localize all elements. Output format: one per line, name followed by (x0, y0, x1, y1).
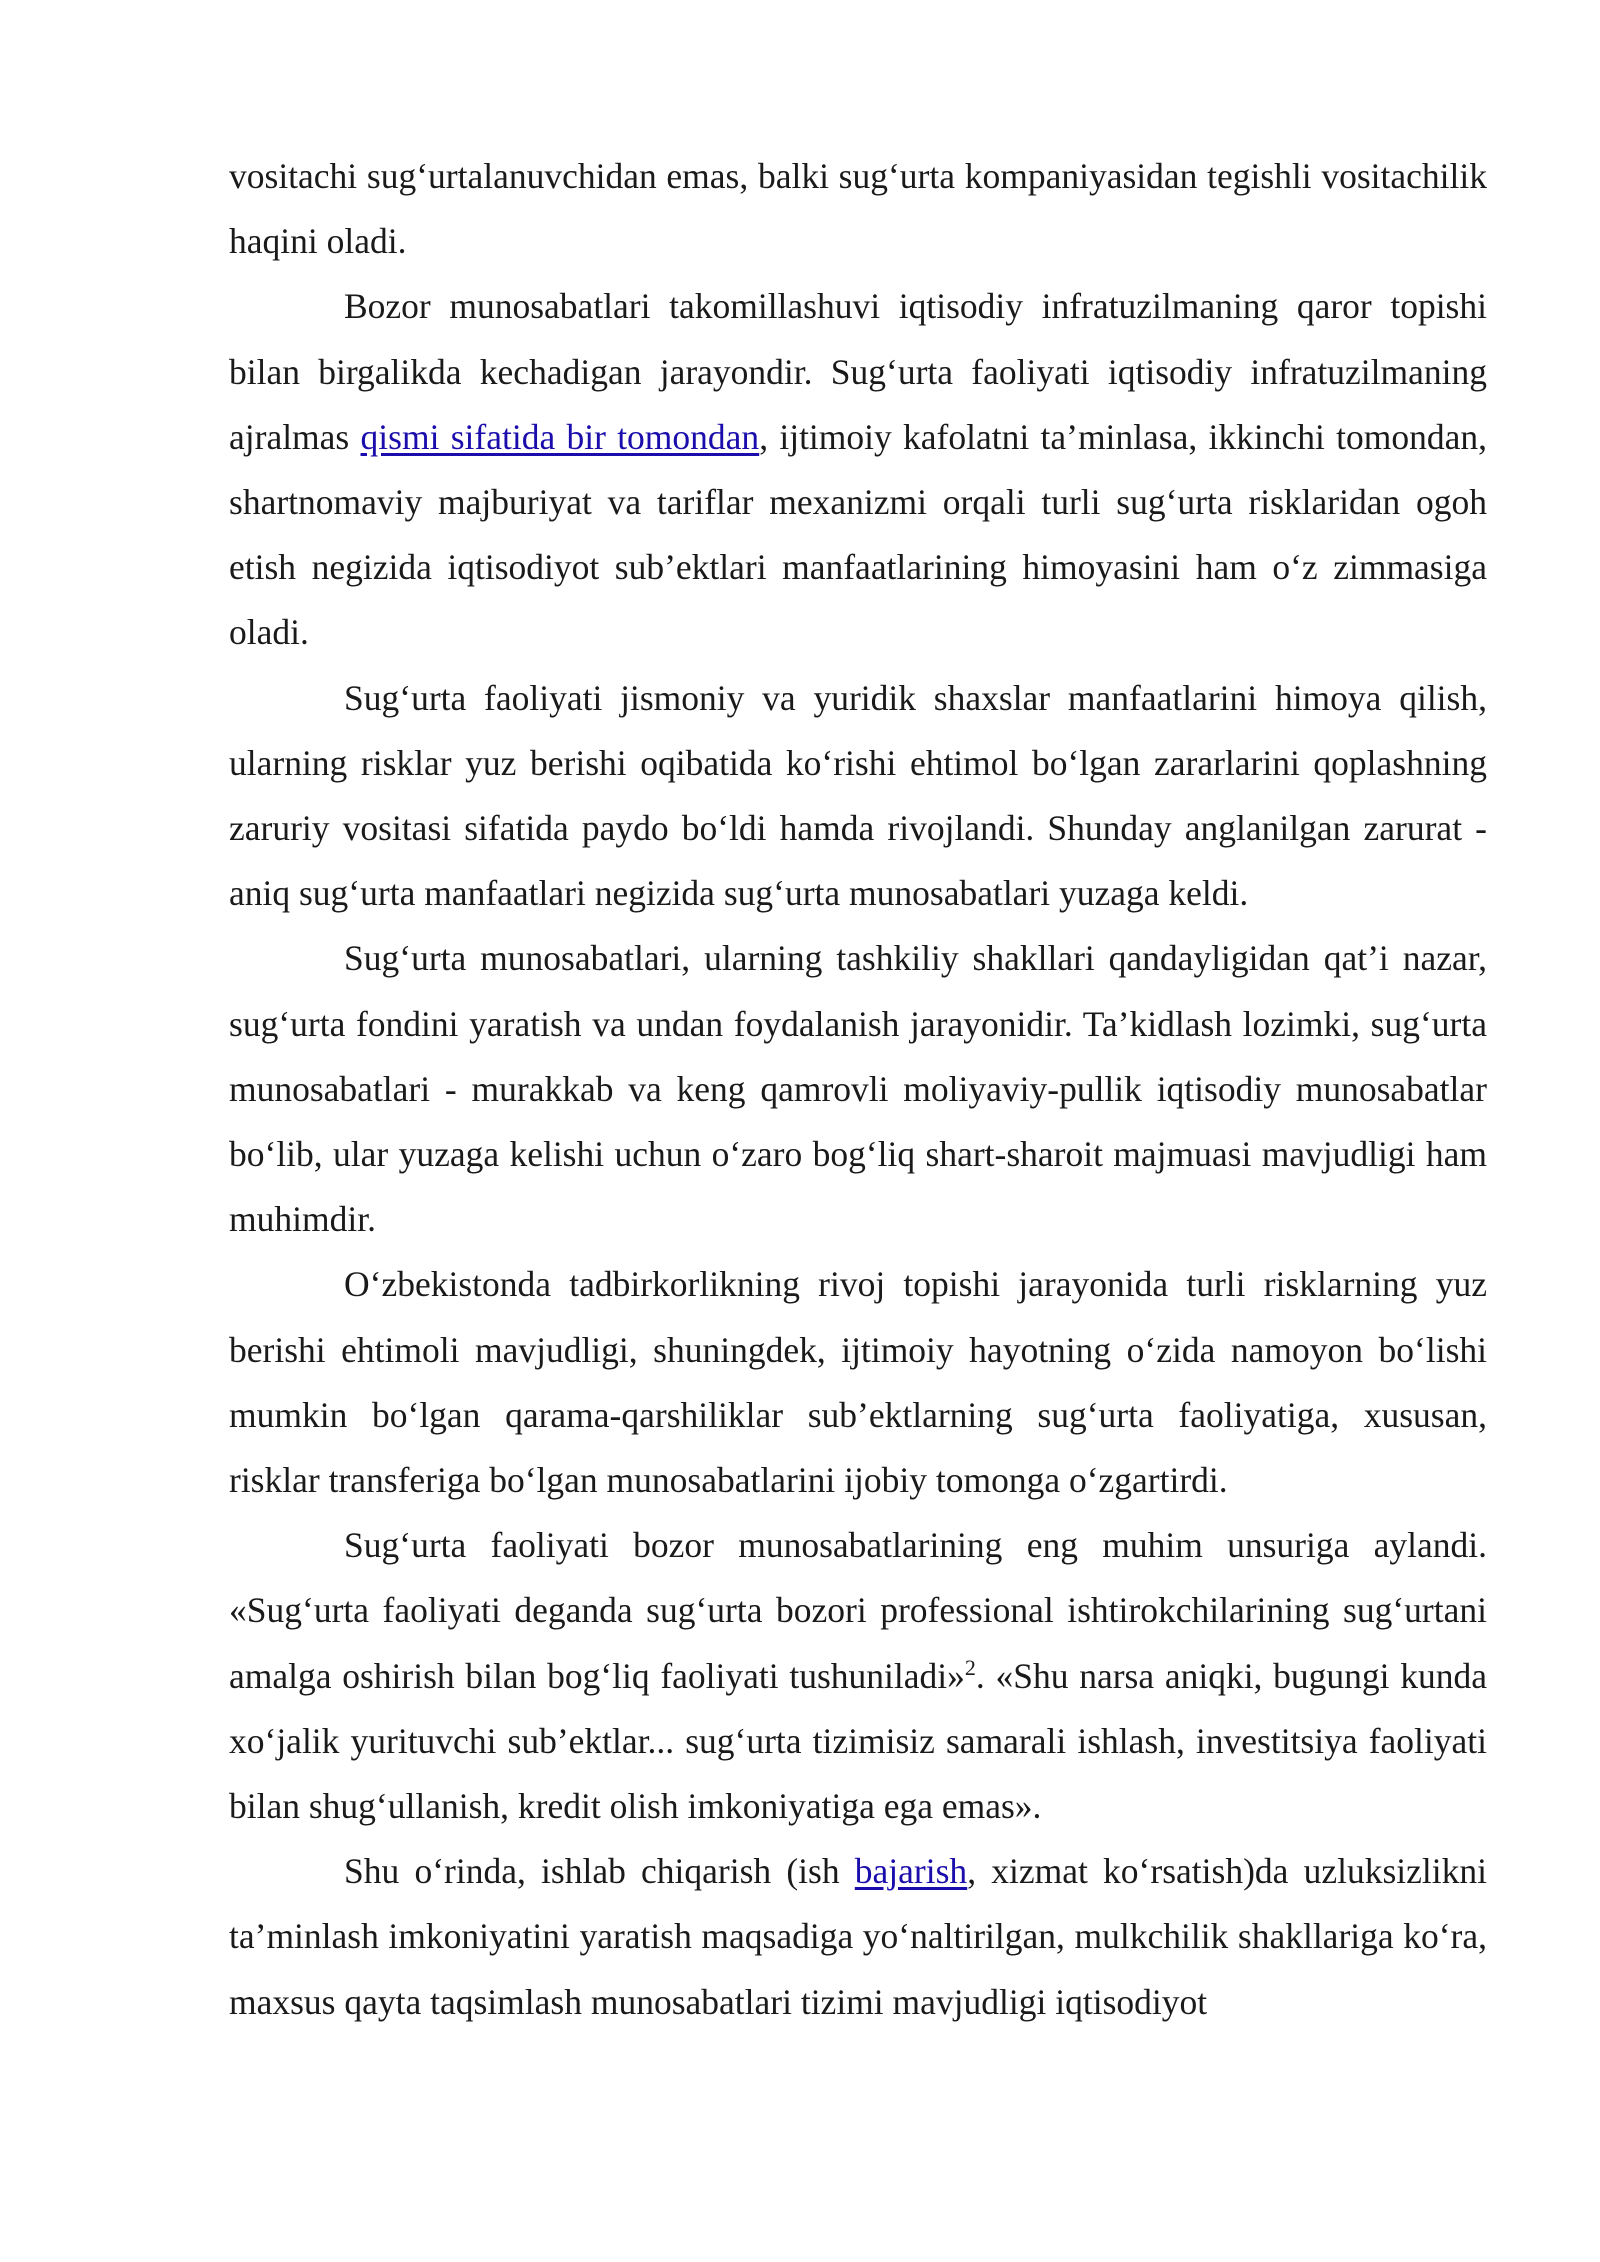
paragraph-4 (229, 926, 1487, 1252)
paragraph-text: Bozor munosabatlari takomillashuvi iqtisodiy infratuzilmaning qaror topishi bilan birgalikda kechadigan jarayondir. Sug‘urta faoliyati iqtisodiy infratuzilmaning ajralmas (229, 286, 1487, 457)
paragraph-7 (229, 1839, 1487, 2035)
paragraph-text: Sug‘urta faoliyati bozor munosabatlarining eng muhim unsuriga aylandi. «Sug‘urta faoliyati deganda sug‘urta bozori professional ishtirokchilarining sug‘urtani amalga oshirish bilan bog‘liq faoliyati tushuniladi» (229, 1525, 1487, 1696)
document-page (229, 144, 1487, 2035)
footnote-ref[interactable]: 2 (964, 1654, 976, 1680)
paragraph-1 (229, 144, 1487, 274)
paragraph-text: vositachi sug‘urtalanuvchidan emas, balki sug‘urta kompaniyasidan tegishli vositachilik haqini oladi. (229, 156, 1487, 262)
paragraph-5 (229, 1252, 1487, 1513)
paragraph-text: , ijtimoiy kafolatni ta’minlasa, ikkinchi tomondan, shartnomaviy majburiyat va tariflar mexanizmi orqali turli sug‘urta risklaridan ogoh etish negizida iqtisodiyot sub’ektlari manfaatlarining himoyasini ham o‘z zimmasiga oladi. (229, 416, 1487, 653)
paragraph-text: Sug‘urta munosabatlari, ularning tashkiliy shakllari qandayligidan qat’i nazar, sug‘urta fondini yaratish va undan foydalanish jarayonidir. Ta’kidlash lozimki, sug‘urta munosabatlari - murakkab va keng qamrovli moliyaviy-pullik iqtisodiy munosabatlar bo‘lib, ular yuzaga kelishi uchun o‘zaro bog‘liq shart-sharoit majmuasi mavjudligi ham muhimdir. (229, 938, 1487, 1240)
paragraph-text: O‘zbekistonda tadbirkorlikning rivoj topishi jarayonida turli risklarning yuz berishi ehtimoli mavjudligi, shuningdek, ijtimoiy hayotning o‘zida namoyon bo‘lishi mumkin bo‘lgan qarama-qarshiliklar sub’ektlarning sug‘urta faoliyatiga, xususan, risklar transferiga bo‘lgan munosabatlarini ijobiy tomonga o‘zgartirdi. (229, 1264, 1487, 1501)
paragraph-3 (229, 666, 1487, 927)
link-bajarish[interactable]: bajarish (854, 1851, 968, 1892)
paragraph-text: Sug‘urta faoliyati jismoniy va yuridik shaxslar manfaatlarini himoya qilish, ularning risklar yuz berishi oqibatida ko‘rishi ehtimol bo‘lgan zararlarini qoplashning zaruriy vositasi sifatida paydo bo‘ldi hamda rivojlandi. Shunday anglanilgan zarurat - aniq sug‘urta manfaatlari negizida sug‘urta munosabatlari yuzaga keldi. (229, 677, 1487, 914)
paragraph-text: , xizmat ko‘rsatish)da uzluksizlikni ta’minlash imkoniyatini yaratish maqsadiga yo‘naltirilgan, mulkchilik shakllariga ko‘ra, maxsus qayta taqsimlash munosabatlari tizimi mavjudligi iqtisodiyot (229, 1851, 1487, 2022)
paragraph-6 (229, 1513, 1487, 1839)
paragraph-2 (229, 274, 1487, 665)
link-qismi-sifatida[interactable]: qismi sifatida bir tomondan (360, 416, 760, 457)
paragraph-text: . «Shu narsa aniqki, bugungi kunda xo‘jalik yurituvchi sub’ektlar... sug‘urta tizimisiz samarali ishlash, investitsiya faoliyati bilan shug‘ullanish, kredit olish imkoniyatiga ega emas». (229, 1655, 1488, 1827)
paragraph-text: Shu o‘rinda, ishlab chiqarish (ish (344, 1851, 855, 1892)
